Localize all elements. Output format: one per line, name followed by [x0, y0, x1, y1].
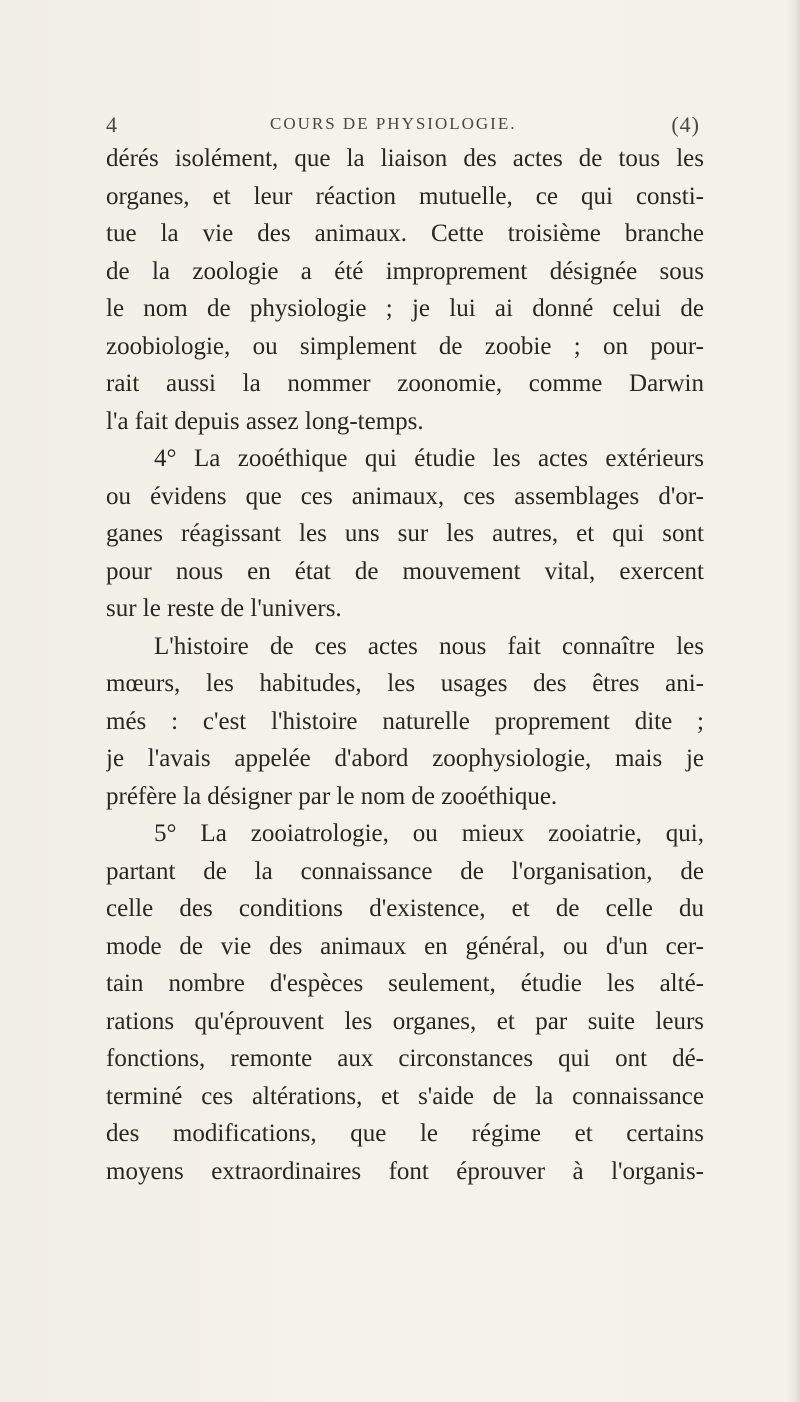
- text-line: moyens extraordinaires font éprouver à l'organis-: [106, 1157, 704, 1185]
- text-line: rations qu'éprouvent les organes, et par suite leurs: [106, 1007, 704, 1035]
- text-line: més : c'est l'histoire naturelle proprement dite ;: [106, 707, 704, 735]
- text-line: sur le reste de l'univers.: [106, 595, 342, 622]
- text-line: dérés isolément, que la liaison des actes de tous les: [106, 145, 704, 172]
- text-line: zoobiologie, ou simplement de zoobie ; on pour-: [106, 332, 704, 360]
- text-line: celle des conditions d'existence, et de celle du: [106, 895, 704, 922]
- text-line: préfère la désigner par le nom de zooéthique.: [106, 782, 558, 810]
- text-line: ganes réagissant les uns sur les autres, et qui sont: [106, 520, 704, 547]
- text-line: tue la vie des animaux. Cette troisième branche: [106, 220, 704, 247]
- text-line: terminé ces altérations, et s'aide de la connaissance: [106, 1082, 704, 1110]
- text-line: mœurs, les habitudes, les usages des êtres ani-: [106, 670, 704, 697]
- sheet-signature: (4): [671, 112, 700, 137]
- text-line: le nom de physiologie ; je lui ai donné celui de: [106, 295, 704, 322]
- text-line: partant de la connaissance de l'organisation, de: [106, 857, 704, 885]
- text-line: ou évidens que ces animaux, ces assemblages d'or-: [106, 482, 704, 510]
- text-line: organes, et leur réaction mutuelle, ce qui consti-: [106, 182, 704, 210]
- text-line: je l'avais appelée d'abord zoophysiologie, mais je: [106, 745, 704, 772]
- body-text: [106, 140, 704, 1190]
- page-number: 4: [106, 112, 118, 137]
- text-line: 4° La zooéthique qui étudie les actes extérieurs: [154, 445, 704, 472]
- text-line: des modifications, que le régime et certains: [106, 1120, 704, 1147]
- text-line: de la zoologie a été improprement désignée sous: [106, 257, 704, 285]
- text-line: 5° La zooiatrologie, ou mieux zooiatrie, qui,: [154, 820, 704, 847]
- text-line: mode de vie des animaux en général, ou d'un cer-: [106, 932, 704, 960]
- running-head-title: COURS DE PHYSIOLOGIE.: [270, 114, 517, 133]
- text-line: fonctions, remonte aux circonstances qui ont dé-: [106, 1045, 704, 1072]
- text-line: l'a fait depuis assez long-temps.: [106, 407, 424, 435]
- text-line: rait aussi la nommer zoonomie, comme Darwin: [106, 370, 704, 397]
- page-edge-shadow: [786, 0, 800, 1402]
- text-line: pour nous en état de mouvement vital, exercent: [106, 557, 704, 585]
- text-line: L'histoire de ces actes nous fait connaître les: [154, 632, 704, 660]
- text-line: tain nombre d'espèces seulement, étudie les alté-: [106, 970, 704, 997]
